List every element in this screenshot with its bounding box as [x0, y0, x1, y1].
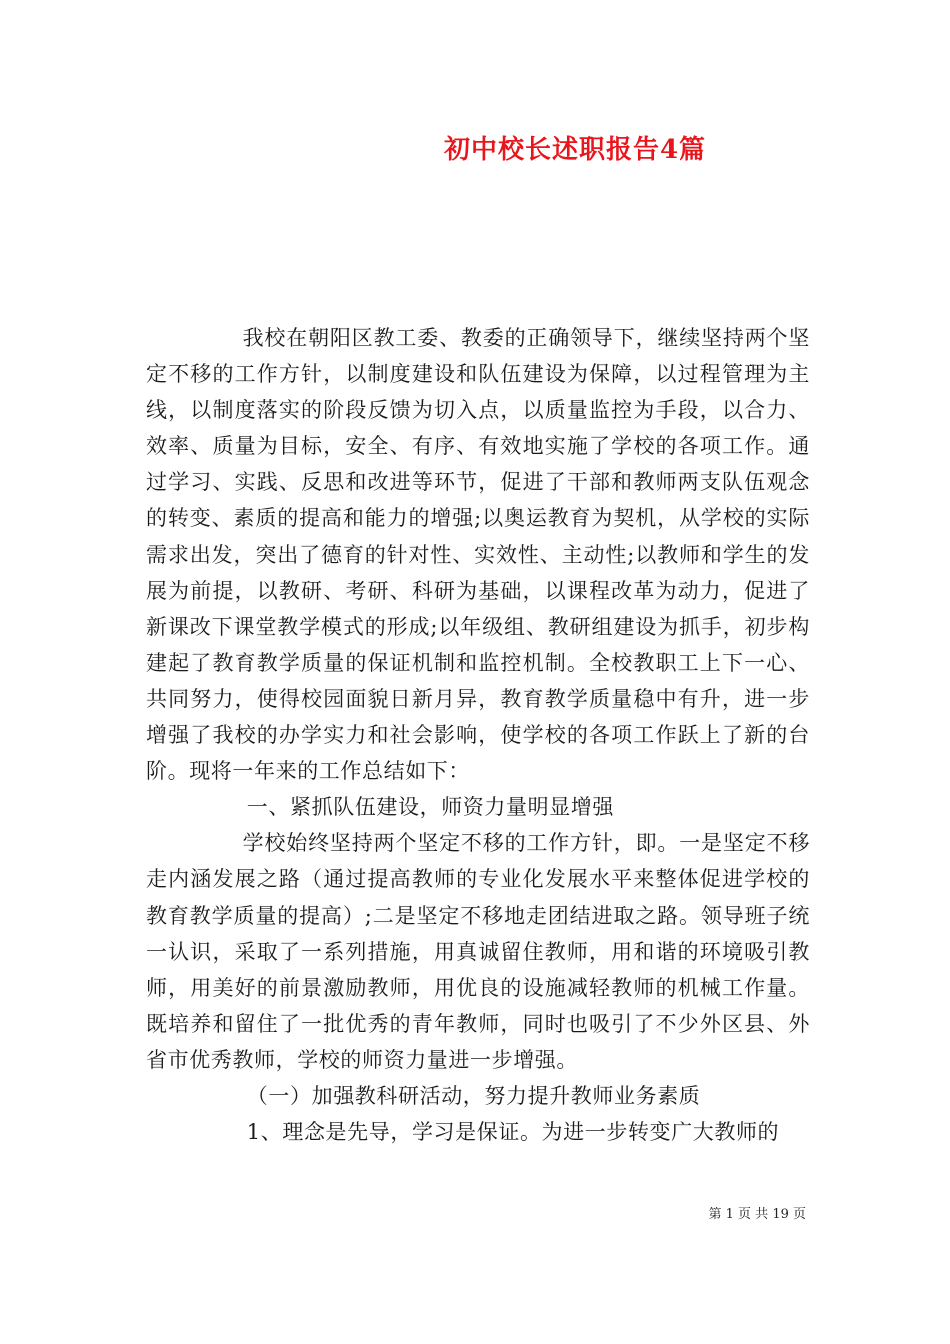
subsection-heading-1: （一）加强教科研活动，努力提升教师业务素质: [246, 1083, 701, 1108]
paragraph-intro: 我校在朝阳区教工委、教委的正确领导下，继续坚持两个坚定不移的工作方针，以制度建设和队伍建设为保障，以过程管理为主线，以制度落实的阶段反馈为切入点，以质量监控为手段，以合力、效率、质量为目标，安全、有序、有效地实施了学校的各项工作。通过学习、实践、反思和改进等环节，促进了干部和教师两支队伍观念的转变、素质的提高和能力的增强;以奥运教育为契机，从学校的实际需求出发，突出了德育的针对性、实效性、主动性;以教师和学生的发展为前提，以教研、考研、科研为基础，以课程改革为动力，促进了新课改下课堂教学模式的形成;以年级组、教研组建设为抓手，初步构建起了教育教学质量的保证机制和监控机制。全校教职工上下一心、共同努力，使得校园面貌日新月异，教育教学质量稳中有升，进一步增强了我校的办学实力和社会影响，使学校的各项工作跃上了新的台阶。现将一年来的工作总结如下：: [146, 326, 810, 784]
paragraph-section-1: 学校始终坚持两个坚定不移的工作方针，即。一是坚定不移走内涵发展之路（通过提高教师的专业化发展水平来整体促进学校的教育教学质量的提高）;二是坚定不移地走团结进取之路。领导班子统一认识，采取了一系列措施，用真诚留住教师，用和谐的环境吸引教师，用美好的前景激励教师，用优良的设施减轻教师的机械工作量。既培养和留住了一批优秀的青年教师，同时也吸引了不少外区县、外省市优秀教师，学校的师资力量进一步增强。: [146, 831, 810, 1072]
paragraph-item-1: 1、理念是先导，学习是保证。为进一步转变广大教师的: [246, 1120, 780, 1145]
page-number-footer: 第 1 页 共 19 页: [708, 1207, 806, 1222]
document-body: [146, 320, 810, 1150]
section-heading-1: 一、紧抓队伍建设，师资力量明显增强: [246, 795, 614, 820]
document-title: 初中校长述职报告4篇: [443, 135, 707, 165]
